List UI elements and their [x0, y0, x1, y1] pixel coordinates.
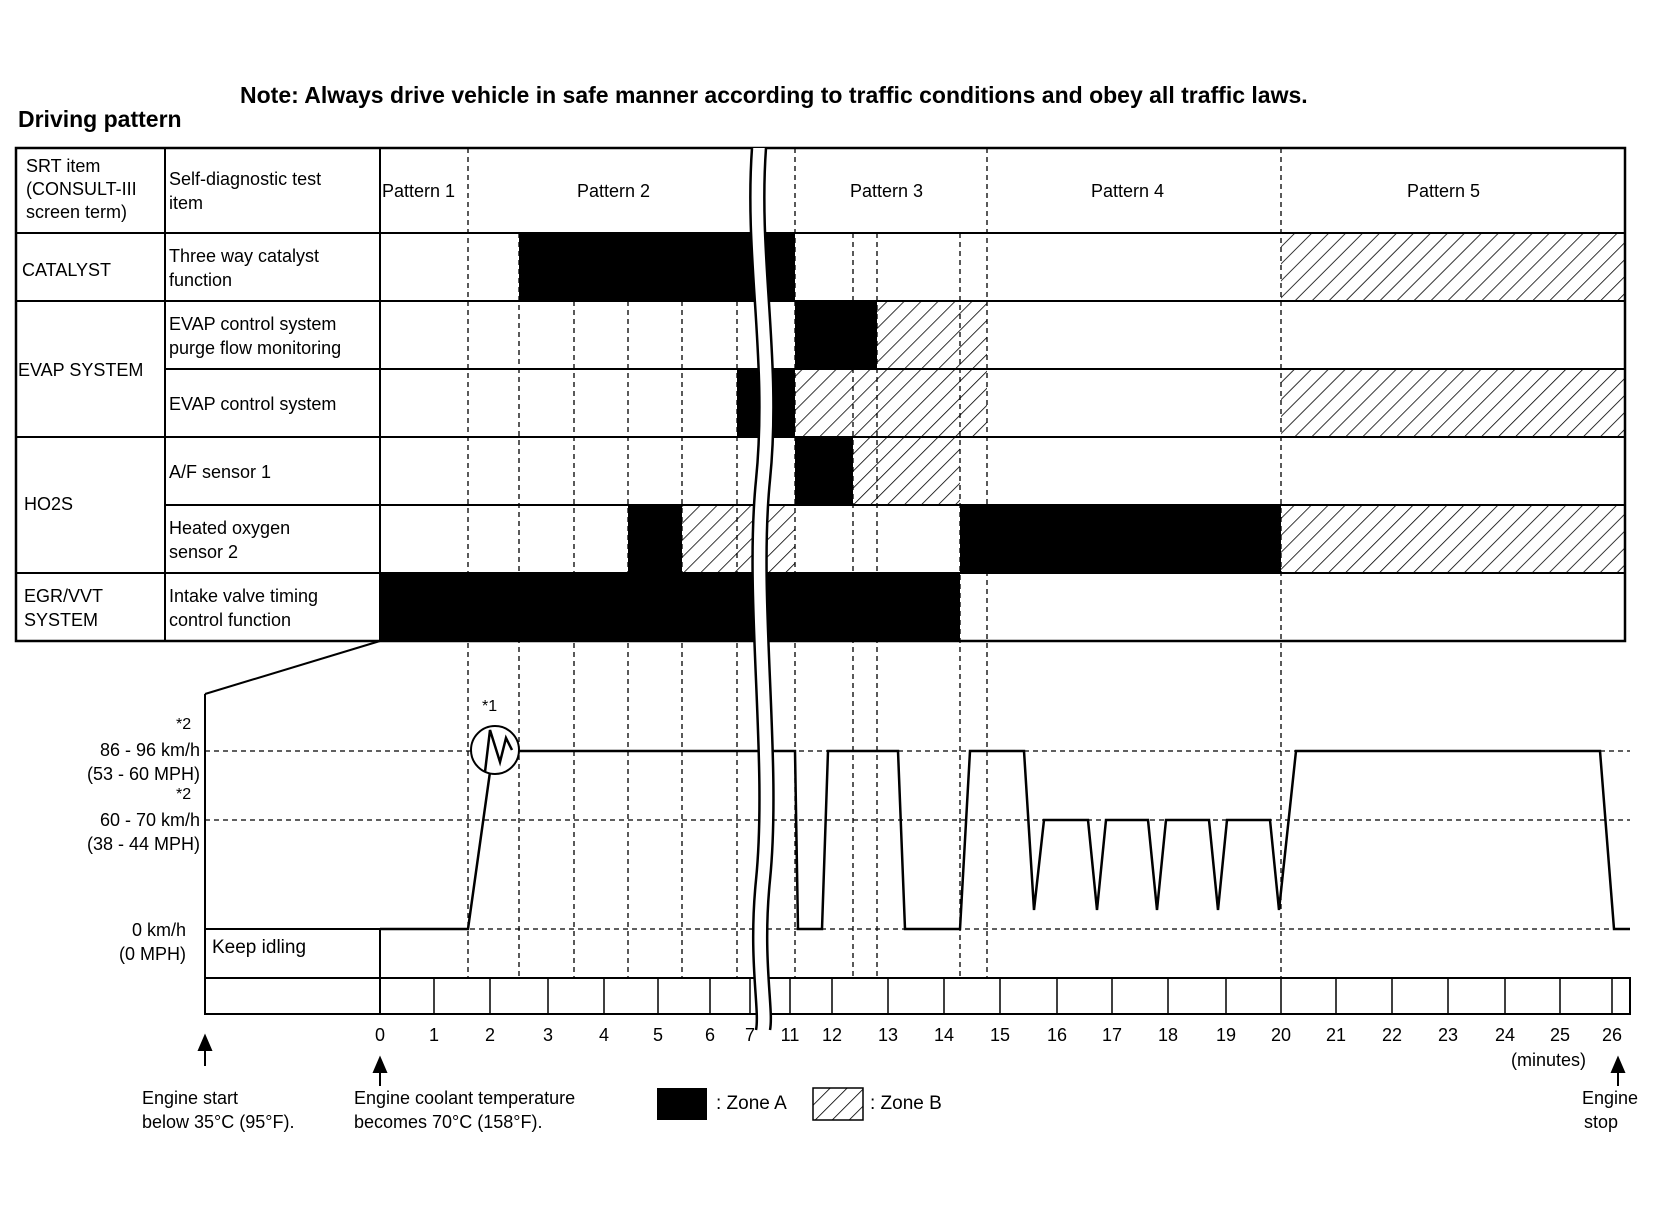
srt-header-line: screen term) [26, 202, 128, 222]
engine-start-line: below 35°C (95°F). [142, 1112, 295, 1132]
x-tick-label: 2 [484, 1025, 496, 1045]
x-tick-label: 13 [877, 1025, 899, 1045]
speed-label-mid [87, 808, 200, 856]
zone-a-block [960, 505, 1281, 573]
x-tick-label: 20 [1270, 1025, 1292, 1045]
minutes-unit-label: (minutes) [1511, 1050, 1587, 1070]
x-tick-label: 21 [1325, 1025, 1347, 1045]
pattern-5-label: Pattern 5 [1407, 181, 1481, 201]
test-item-row [169, 244, 319, 292]
x-tick-label: 4 [598, 1025, 610, 1045]
test-header-line: Self-diagnostic test [169, 169, 322, 189]
zone-b-block [795, 369, 987, 437]
test-item-row [169, 584, 318, 632]
engine-start-note [142, 1086, 294, 1134]
zone-a-swatch [657, 1088, 707, 1120]
time-strip [205, 978, 1630, 1014]
x-tick-label: 11 [780, 1025, 800, 1045]
srt-header-line: (CONSULT-III [26, 179, 137, 199]
coolant-temp-note [354, 1086, 575, 1134]
coolant-line: Engine coolant temperature [354, 1088, 576, 1108]
pattern-2-label: Pattern 2 [577, 181, 651, 201]
x-tick-label: 23 [1437, 1025, 1459, 1045]
speed-label-zero [119, 918, 186, 966]
footer-arrows [199, 1036, 1624, 1086]
srt-item-line: EGR/VVT [24, 586, 104, 606]
footnote-2-marker: *2 [176, 786, 192, 803]
test-item-line: Intake valve timing [169, 586, 319, 606]
speed-label-line: 0 km/h [131, 920, 186, 940]
srt-item-catalyst: CATALYST [22, 260, 112, 280]
speed-label-line: (53 - 60 MPH) [86, 764, 200, 784]
x-tick-label: 3 [542, 1025, 554, 1045]
test-item-line: Heated oxygen [169, 518, 291, 538]
safety-note: Note: Always drive vehicle in safe manner according to traffic conditions and obey all traffic laws. [240, 82, 1308, 108]
srt-item-egr-vvt [24, 584, 103, 632]
zone-b-block [1281, 369, 1625, 437]
x-tick-label: 14 [933, 1025, 955, 1045]
x-tick-label: 26 [1601, 1025, 1623, 1045]
zone-a-block [628, 505, 682, 573]
x-tick-label: 17 [1101, 1025, 1123, 1045]
x-tick-label: 22 [1381, 1025, 1403, 1045]
pattern-3-label: Pattern 3 [850, 181, 924, 201]
time-strip-ticks [380, 978, 1612, 1014]
zone-a-block [795, 437, 853, 505]
x-tick-label: 7 [744, 1025, 756, 1045]
test-item-row [169, 392, 336, 416]
srt-item-evap: EVAP SYSTEM [18, 360, 144, 380]
x-tick-label: 6 [704, 1025, 716, 1045]
footnote-1-marker: *1 [482, 698, 498, 715]
test-item-line: purge flow monitoring [169, 338, 342, 358]
driving-pattern-heading: Driving pattern [18, 106, 182, 132]
srt-item-line: SYSTEM [24, 610, 99, 630]
pattern-1-label: Pattern 1 [382, 181, 456, 201]
test-item-row [169, 516, 290, 564]
x-tick-label: 16 [1046, 1025, 1068, 1045]
test-item-line: A/F sensor 1 [169, 462, 272, 482]
test-item-line: EVAP control system [169, 394, 337, 414]
speed-label-line: (38 - 44 MPH) [86, 834, 200, 854]
x-tick-label: 12 [821, 1025, 843, 1045]
pattern-4-label: Pattern 4 [1091, 181, 1165, 201]
speed-label-line: (0 MPH) [119, 944, 186, 964]
engine-stop-line: stop [1584, 1112, 1619, 1132]
x-tick-label: 0 [374, 1025, 386, 1045]
x-tick-label: 15 [989, 1025, 1011, 1045]
test-item-line: EVAP control system [169, 314, 337, 334]
footnote-2-marker: *2 [176, 716, 192, 733]
zone-a-block [380, 573, 960, 641]
x-tick-label: 19 [1215, 1025, 1237, 1045]
zone-a-label: : Zone A [716, 1093, 787, 1114]
speed-label-line: 60 - 70 km/h [99, 810, 200, 830]
zone-b-block [1281, 505, 1625, 573]
engine-stop-line: Engine [1582, 1088, 1639, 1108]
zone-a-block [795, 301, 877, 369]
test-item-row [169, 312, 341, 360]
srt-header-line: SRT item [26, 156, 101, 176]
x-tick-label: 18 [1157, 1025, 1179, 1045]
coolant-line: becomes 70°C (158°F). [354, 1112, 543, 1132]
engine-stop-note [1582, 1086, 1638, 1134]
x-tick-label: 24 [1494, 1025, 1516, 1045]
vehicle-speed-profile [380, 751, 1630, 929]
x-tick-label: 25 [1549, 1025, 1571, 1045]
test-item-row [169, 460, 271, 484]
engine-start-line: Engine start [142, 1088, 239, 1108]
test-item-line: function [169, 270, 233, 290]
test-item-header [169, 167, 321, 215]
x-tick-label: 5 [652, 1025, 664, 1045]
srt-item-header [26, 155, 137, 224]
speed-label-line: 86 - 96 km/h [99, 740, 200, 760]
zone-b-block [853, 437, 960, 505]
test-item-line: control function [169, 610, 292, 630]
zone-b-block [1281, 233, 1625, 301]
zone-b-block [877, 301, 987, 369]
srt-item-ho2s: HO2S [24, 494, 74, 514]
keep-idling-label: Keep idling [212, 937, 307, 958]
test-header-line: item [169, 193, 204, 213]
speed-chart [205, 641, 1630, 1014]
test-item-line: Three way catalyst [169, 246, 320, 266]
zone-b-swatch [813, 1088, 863, 1120]
test-item-line: sensor 2 [169, 542, 239, 562]
x-tick-label: 1 [428, 1025, 440, 1045]
zone-b-label: : Zone B [870, 1093, 942, 1114]
speed-label-high [87, 738, 200, 786]
zone-b-block [682, 505, 795, 573]
